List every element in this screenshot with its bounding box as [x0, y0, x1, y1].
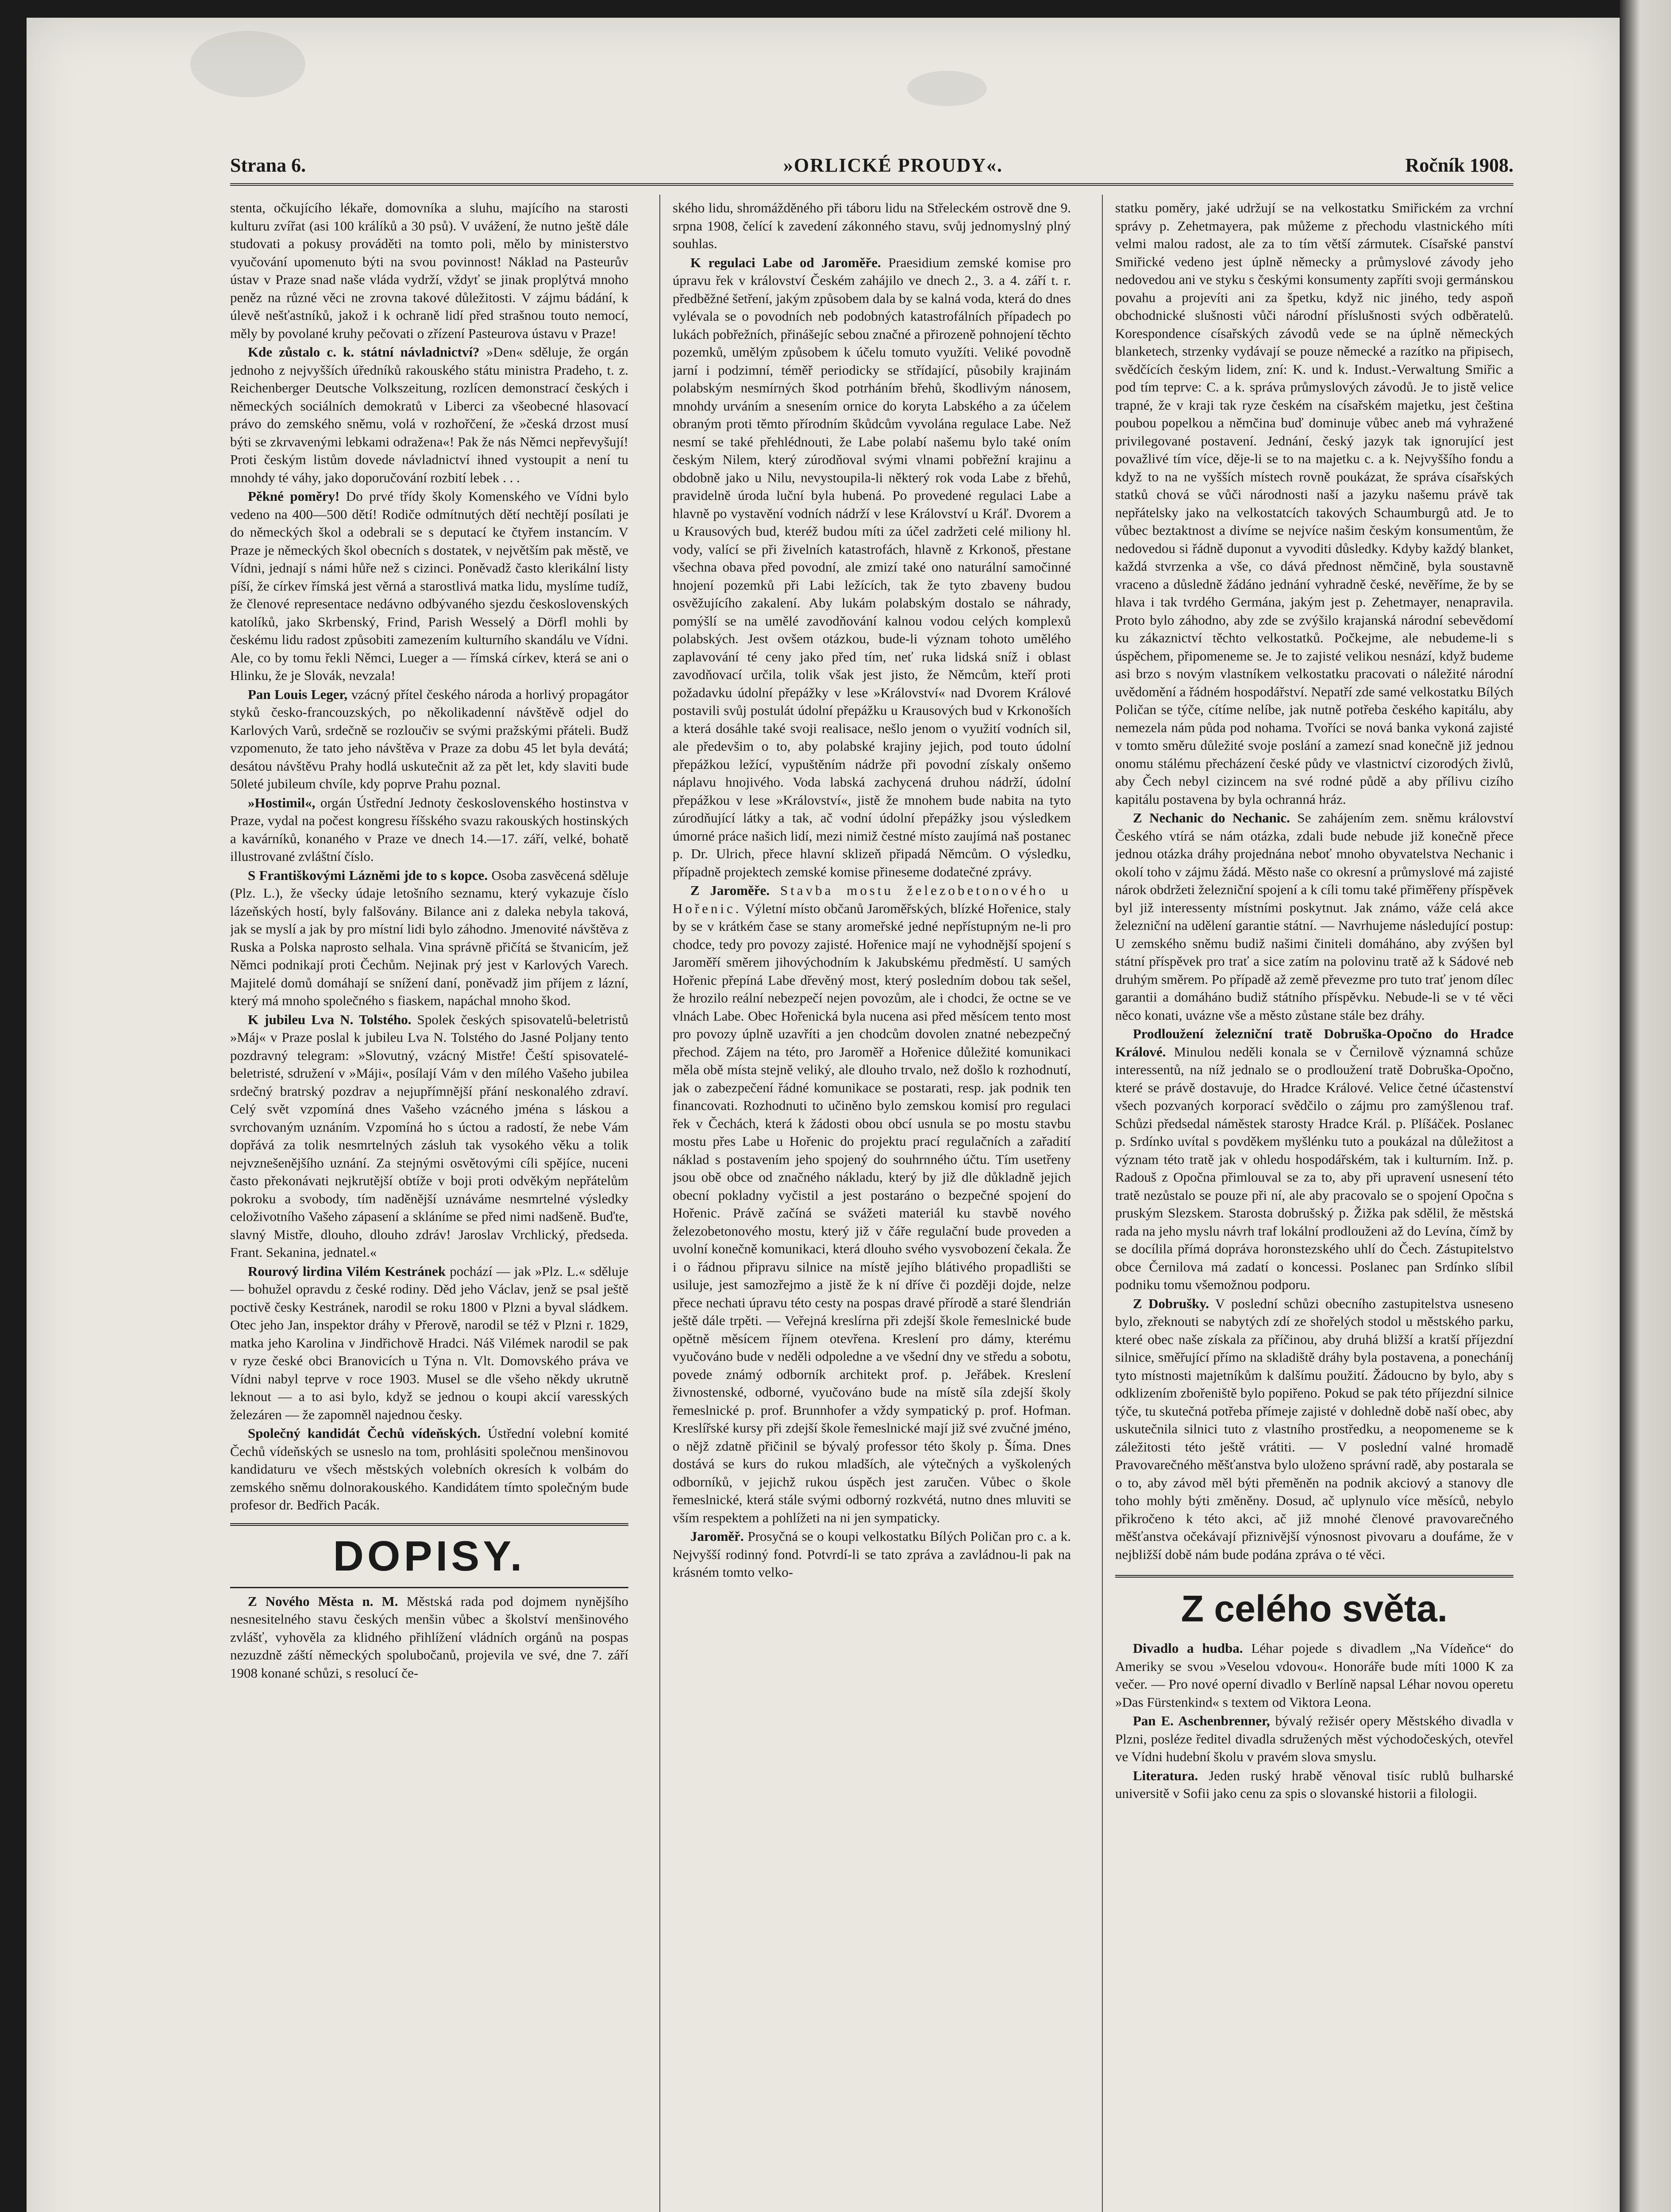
volume-year: Ročník 1908.	[1405, 154, 1513, 176]
article-heading: Prodloužení železniční tratě Dobruška-Opočno do Hradce Králové.	[1115, 1026, 1513, 1060]
article-text: bývalý režisér opery Městského divadla v Plzni, posléze ředitel divadla sdružených měst východočeských, otevřel ve Vídni hudební školu v pravém slova smyslu.	[1115, 1713, 1513, 1764]
article-heading: Literatura.	[1133, 1767, 1198, 1783]
article-text: vzácný přítel českého národa a horlivý propagátor styků česko-francouzských, po několikadenní návštěvě odjel do Karlových Varů, srdečně se rozloučiv se svými pražskými přáteli. Budž vzpomenuto, že tato jeho návštěva v Praze za dobu 45 let byla devátá; desátou návštěvu Prahy hodlá uskutečnit až za pět let, kdy slaviti bude 50leté jubileum chvíle, kdy poprve Prahu poznal.	[230, 686, 628, 791]
article	[230, 794, 628, 866]
article-heading: Z Dobrušky.	[1133, 1295, 1209, 1311]
article	[230, 867, 628, 1010]
article-text: stenta, očkujícího lékaře, domovníka a sluhu, majícího na starosti kulturu zvířat (asi 100 králíků a 30 psů). V uvážení, že nutno ještě dále studovati a pokusy prováděti na tomto poli, mělo by ministerstvo vyučování upomenuto býti na svou povinnost! Náklad na Pasteurův ústav v Praze snad naše vláda vydrží, vždyť se jinak proplýtvá mnoho peněz na různé věci ne zrovna takové důležitosti. V zájmu bádání, k úlevě nešťastníků, jakož i k ochraně lidí před strašnou touto nemocí, měly by povolané kruhy pečovati o zřízení Pasteurova ústavu v Praze!	[230, 200, 628, 341]
article	[230, 686, 628, 793]
article-text: »Den« sděluje, že orgán jednoho z nejvyšších úředníků rakouského státu ministra Pradeho, t. z. Reichenberger Deutsche Volkszeitung, rozlícen demonstrací českých i německých sociálních demokratů v Liberci za všeobecné hlasovací právo do zemského sněmu, volá v rozhořčení, že »česká drzost musí býti se zkrvavenými lebkami odražena«! Pak že nás Němci nepřevyšují! Proti českým listům dovede návladnictví ihned vystoupit a není tu mnohdy té váhy, jako doporučování rozbití lebek . . .	[230, 344, 628, 485]
article-heading: Kde zůstalo c. k. státní návladnictví?	[248, 344, 480, 360]
article-heading: Divadlo a hudba.	[1133, 1640, 1243, 1656]
column-1	[230, 199, 628, 2212]
page-number: Strana 6.	[230, 154, 306, 176]
article	[1115, 1295, 1513, 1564]
article	[230, 1425, 628, 1514]
article-heading: Rourový lirdina Vilém Kestránek	[248, 1263, 446, 1279]
article-text: Ústřední volební komité Čechů vídeňských se usneslo na tom, prohlásiti společnou menšinovou kandidaturu ve všech městských volebních okresích k volbám do zemského sněmu dolnorakouského. Kandidátem tímto společným bude profesor dr. Bedřich Pacák.	[230, 1425, 628, 1513]
article-text: Minulou neděli konala se v Černilově významná schůze interessentů, na níž jednalo se o prodloužení tratě Dobruška-Opočno, které se právě dostavuje, do Hradce Králové. Velice četné účastenství všech pozvaných korporací svědčilo o zájmu pro zamýšlenou traf. Schůzi předsedal náměstek starosty Hradce Král. p. Plíšáček. Poslanec p. Srdínko uvítal s povděkem myšlénku tuto a poukázal na důležitost a význam této tratě jak v ohledu hospodářském, tak i kulturním. Inž. p. Radouš z Opočna přimlouval se za to, aby při upravení usnesení této tratě nezůstalo se pouze při ní, ale aby pracovalo se o spojení Opočna s pruským Slezskem. Starosta dobrušský p. Žižka pak sdělil, že městská rada na jeho myslu návrh traf lokální prodlouženi až do Levína, čímž by se docílila přímá dopráva horonstezského uhlí do Čech. Zástupitelstvo obce Černilova má zadatí o koncessi. Poslanec pan Srdínko slíbil podniku tomu všemožnou podporu.	[1115, 1044, 1513, 1292]
article-text: Se zahájením zem. sněmu království Českého vtírá se nám otázka, zdali bude nebude již konečně přece jednou otázka dráhy projednána neboť mnoho obyvatelstva Nechanic i okolí toho v zájmu žádá. Město naše co okresní a průmyslové má zajisté nárok obdržeti železniční spojení a k cíli tomu také přiměřeny příspěvek byl již interessenty místními poskytnut. Jak známo, váže celá akce železniční na udělení garantie státní. — Navrhujeme následující postup: U zemského sněmu budiž našimi činiteli domáháno, aby zvýšen byl státní příspěvek pro trať a sice zatím na polovinu tratě až k Sádové neb druhým směrem. Po případě až země převezme pro tuto trať jenom dílec garantii a domáháno budiž státního příspěvku. Nebude-li se v té věci něco konati, uvázne vše a město zůstane stále bez dráhy.	[1115, 810, 1513, 1023]
article-text: Do prvé třídy školy Komenského ve Vídni bylo vedeno na 400—500 dětí! Rodiče odmítnutých dětí nechtějí posílati je do německých škol a odebrali se s deputací ke čtyřem instancím. V Praze je německých škol obecních s dostatek, v největším pak městě, ve Vídni, jednají s námi hůře než s cizinci. Poněvadž často klerikální listy píší, že církev římská jest věrná a starostlivá matka lidu, myslíme tudíž, že členové representace nedávno odbývaného sjezdu československých katolíků, jako Skrbenský, Frind, Parish Wesselý a Dörfl mohli by českému lidu radost způsobiti zamezením kulturního skandálu ve Vídni. Ale, co by tomu řekli Němci, Lueger a — římská církev, která se ani o Hlinku, že je Slovák, nevzala!	[230, 488, 628, 683]
section-heading-z-celeho-sveta: Z celého světa.	[1181, 1588, 1448, 1629]
section-heading-dopisy: DOPISY.	[333, 1532, 526, 1580]
article-text: Spolek českých spisovatelů-beletristů »Máj« v Praze poslal k jubileu Lva N. Tolstého do Jasné Poljany tento pozdravný telegram: »Slovutný, vzácný Mistře! Čeští spisovatelé-beletristé, sdružení v »Máji«, posílají Vám v den mílého Vašeho jubilea srdečný bratrský pozdrav a nejupřímnější přání neskonalého zdraví. Celý svět vzpomíná dnes Vašeho vzácného jména s láskou a svrchovaným uznáním. Vzpomíná ho s úctou a radostí, že nebe Vám dopřává za tolik nesmrtelných zásluh tak vysokého věku a tolik nejvznešenějšího uznání. Za stejnými osvětovými cíli spějíce, nuceni často překonávati nejkrutější obtíže v boji proti odvěkým nepřátelům pokroku a svobody, tím naděnější uznáváme nesmrtelné výsledky celoživotního Vašeho zápasení a skláníme se před nimi nadšeně. Buďte, slavný Mistře, dlouho, dlouho zdráv! Jaroslav Vrchlický, předseda. Frant. Sekanina, jednatel.«	[230, 1011, 628, 1260]
article	[1115, 1640, 1513, 1711]
article	[230, 1011, 628, 1262]
article	[1115, 809, 1513, 1024]
article	[1115, 1767, 1513, 1803]
article-text: Osoba zasvěcená sděluje (Plz. L.), že všecky údaje letošního seznamu, který vykazuje číslo lázeňských hostí, byly falšovány. Bilance ani z daleka nebyla taková, jak se myslí a jak by pro místní lidi bylo záhodno. Jmenovité návštěva z Ruska a Polska naprosto selhala. Vina správně přičítá se štvanicím, jež Němci podnikají proti Čechům. Nejinak prý jest v Karlových Varech. Majitelé domů domáhají se snížení daní, poněvadž jim příjem z lázní, který má mnoho společného s fiaskem, napáchal mnoho škod.	[230, 867, 628, 1008]
article-heading: Pan Louis Leger,	[248, 686, 348, 702]
article-heading: Z Nechanic do Nechanic.	[1133, 810, 1290, 826]
article	[673, 882, 1071, 1527]
article-text: Praesidium zemské komise pro úpravu řek v království Českém zahájilo ve dnech 2., 3. a 4. září t. r. předběžné šetření, jakým způsobem dala by se kalná voda, která do dnes vylévala se o povodních neb podobných katastrofálních případech po lukách pobřežních, přinášejíc sebou značné a přirozeně pohnojení těchto pozemků, umělým způsobem k účelu tomuto využíti. Veliké povodně jarní i podzimní, téměř periodicky se střídající, působily krajinám polabským nesmírných škod potrháním břehů, škodlivým nánosem, mnohdy urváním a snesením ornice do koryta Labského a za účelem obraným proti těmto přírodním škůdcům vyvolána regulace Labe. Než nesmí se také přehlédnouti, že Labe polabí našemu bylo také oním českým Nilem, který zúrodňoval svými vlnami pobřežní krajinu a obdobně jako u Nilu, nevystoupila-li některý rok voda Labe z břehů, pravidelně úroda luční byla hubená. Po provedené regulaci Labe a hlavně po vystavění vodních nádrží v lese Království u Kráľ. Dvorem a u Krausových bud, kteréž budou míti za účel zadržeti celé miliony hl. vody, valící se při živelních katastrofách, hlavně z Krkonoš, přestane všechna obava před povodní, ale zmizí také ono naturální samočinné hnojení pozemků při Labi ležících, tak že tyto zbaveny budou osvěžujícího zakalení. Aby lukám polabským dostalo se náhrady, pomýšlí se na umělé zavodňování kalnou vodou celých komplexů polabských. Jest ovšem otázkou, bude-li význam tohoto umělého zaplavování té ceny jako před tím, neť ruka lidská sníž i oblast zavodňovací určila, tolik však jest jisto, že Němcům, kteří proti požadavku údolní přepážky v lese »Království« nad Dvorem Králové postavili svůj postulát údolní přepážku u Krausových bud v Krkonoších a která dosáhle také svoji realisace, nešlo jenom o využití vodních sil, ale předevšim o to, aby polabské krajiny jejich, pod touto údolní přepážkou ležící, vypuštěním nádrže při povodní získaly onšemo náplavu hnojivého. Voda labská zachycená druhou nádrží, údolní přepážkou v lese »Království«, jistě že mnohem bude nabita na tyto zúrodňující látky a tak, ač vodní údolní přepážky jsou výsledkem úmorné práce našich lidí, mezi nimiž čestné místo zaujímá naš postanec p. Dr. Ulrich, přece hlavní sklizeň připadá Němcům. O výsledku, případně projektech zemské komise přineseme dodatečné zprávy.	[673, 254, 1071, 879]
page-header	[230, 154, 1513, 180]
article-text: Městská rada pod dojmem nynějšího nesnesitelného stavu českých menšin vůbec a školství menšinového zvlášť, vyhověla za klidného přihlížení vládních orgánů na pospas nezuzdně záští německých spolubočanů, projevila ve své, dne 7. září 1908 konané schůzi, s resolucí če-	[230, 1593, 628, 1681]
adjacent-page-edge	[1620, 0, 1671, 2212]
column-2	[673, 199, 1071, 2212]
article	[230, 1593, 628, 1682]
article-text: statku poměry, jaké udržují se na velkostatku Smiřickém za vrchní správy p. Zehetmayera, pak můžeme z přechodu vlastnického míti velmi malou radost, ale za to tím větší zármutek. Císařské panství Smiřické vedeno jest úplně německy a průmyslové závody jeho nedovedou ani ve styku s českými konsumenty zapříti svoji germánskou povahu a projevíti ani za špetku, když nic jiného, tedy aspoň obchodnické slušnosti vůči národní příslušnosti svých odběratelů. Korespondence císařských závodů vede se na úplně německých blanketech, strzenky vydávají se pouze německé a razítko na připisech, svědčících českým lidem, zní: K. und k. Indust.-Verwaltung Smiřic a pod tím teprve: C. a k. správa průmyslových závodů. Je to jistě velice trapné, že v kraji tak ryze českém na císařském majetku, jest čeština poubou popelkou a němčina buď dominuje vůbec aneb má vyhražené privilegované postavení. Jednání, český jazyk tak ignorující jest považlivé tím více, děje-li se to na majetku c. a k. Nejvyššího fondu a když to na ne vyšších místech rovně poukázat, že správa císařských statků chová se vůči národnosti naší a jazyku našemu právě tak nepřátelsky jako na velkostatcích takových Schaumburgů atd. Je to vůbec beztaktnost a divíme se nejvíce našim českým konsumentům, že nedovedou si řádně duponut a vyvoditi důsledky. Kdyby každý blanket, každá stvrzenka a vše, co dává přednost němčině, byla soustavně vraceno a důsledně žádáno jednání vyhradně české, nevěříme, že by se hlava i tak tvrdého Germána, jakým jest p. Zehetmayer, nenapravila. Proto bylo záhodno, aby zde se zvýšilo krajanská národní sebevědomí ku zákaznictví těchto velkostatků. Počkejme, ale nebudeme-li s úspěchem, připomeneme se. Je to zajisté velikou nesnází, když budeme asi brzo s novým vlastníkem velkostatku pracovati o náležité národní uvědomění a řádném hospodářství. Nepatří zde samé velkostatku Bílých Poličan se týče, cítíme nelíbe, jak nutně potřeba českého kapitálu, aby nemezela nám půda pod nohama. Tvoříci se nová banka vykoná zajisté v tomto směru důležité svoje poslání a zamezí snad konečně již jednou onomu stálému přecházení české půdy ve vlastnictví cizorodých živlů, aby Čech nebyl cizincem na své rodné půdě a aby přílivu cizího kapitálu postavena by byla ochranná hráz.	[1115, 200, 1513, 807]
stain	[907, 71, 987, 106]
article-text: Jeden ruský hrabě věnoval tisíc rublů bulharské universitě v Sofii jako cenu za spis o slovanské historii a filologii.	[1115, 1767, 1513, 1801]
column-3	[1115, 199, 1513, 2190]
header-rule	[230, 183, 1513, 188]
article-heading: »Hostimil«,	[248, 795, 316, 810]
article-heading: Pěkné poměry!	[248, 488, 340, 504]
article-text: Výletní místo občanů Jaroměřských, blízké Hořenice, staly by se v krátkém čase se stany aromeřské jedné nepřístupným ne-li pro chodce, tedy pro povozy zajisté. Hořenice mají ne vyhodnější spojení s Jaroměří směrem jihovýchodním k Jakubskému předměstí. U samých Hořenic přepíná Labe dřevěný most, který posledním dobou tak sešel, že hrozilo reální nebezpečí nejen povozům, ale i chodci, že octne se ve vlnách Labe. Obec Hořenická byla nucena asi před měsícem tento most pro povozy úplně uzavříti a jen chodcům dovolen znatné nebezpečný přechod. Zájem na této, pro Jaroměř a Hořenice důležité komunikaci měla obě místa stejně veliký, ale dlouho trvalo, než došlo k rozhodnutí, jak o zabezpečení řádné komunikace se postarati, resp. jak podnik ten financovati. Rozhodnuti to učiněno bylo zemskou komisí pro regulaci řek v Čechách, která k žádosti obou obcí usnula se po mostu stavbu mostu přes Labe u Hořenic do projektu prací regulačních a zařadití náklad s postavením jeho spojený do souhrnného účtu. Tím usetřeny jsou obě obce od značného nákladu, který by již dle důkladně jejich obecní pokladny vyčistil a jest postaráno o bezpečné spojení do Hořenic. Právě začíná se svážeti materiál ku stavbě nového železobetonového mostu, který již v čáře regulační bude proveden a uvolní konečně komunikaci, která dlouho svého vysvobození čekala. Že i o řádnou připravu silnice na místě jejího blátivého propadlišti se usiluje, jest samozřejmo a jistě že k ní dříve či později dojde, nelze přece nechati úpravu této cesty na pospas dravé přírodě a staré šlendrián ještě dále trpěti. — Veřejná kreslírna při zdejší škole řemeslnické bude opětně měsícem říjnem otevřena. Kreslení pro dámy, kterému vyučováno bude v neděli odpoledne a ve všední dny ve středu a sobotu, povede známý odborník architekt prof. p. Jeřábek. Kreslení živnostenské, odborné, vyučováno bude na místě síla zdejší školy řemeslnické p. prof. Brunnhofer a vždy sympatický p. prof. Hofman. Kreslířské kursy při zdejší škole řemeslnické mají již své zvučné jméno, o nějž zdatně přičinil se bývalý professor této školy p. Šíma. Dnes dostává se kurs do rukou mladších, ale výtečných a vyškolených odborníků, v jejichž rukou úspěch jest zaručen. Vůbec o škole řemeslnické, která stále svými odborný rozkvétá, nutno dnes mluviti se vším respektem a pohlížeti na ni jen sympaticky.	[673, 900, 1071, 1525]
article-heading: Společný kandidát Čechů vídeňských.	[248, 1425, 481, 1441]
stain	[190, 31, 305, 97]
article-heading: Z Nového Města n. M.	[248, 1593, 398, 1609]
article-text: ského lidu, shromážděného při táboru lidu na Střeleckém ostrově dne 9. srpna 1908, čelící k zavedení zákonného stavu, svůj jednomyslný plný souhlas.	[673, 200, 1071, 251]
article	[673, 1528, 1071, 1582]
article	[1115, 1025, 1513, 1294]
article-heading: Jaroměř.	[690, 1528, 744, 1544]
article	[1115, 1712, 1513, 1766]
article	[230, 488, 628, 685]
article-heading: Z Jaroměře.	[690, 883, 770, 898]
article-text: Léhar pojede s divadlem „Na Vídeňce“ do Ameriky se svou »Veselou vdovou«. Honoráře bude míti 1000 K za večer. — Pro nové operní divadlo v Berlíně napsal Léhar novou operetu »Das Fürstenkind« s textem od Viktora Leona.	[1115, 1640, 1513, 1710]
article-subheading: Stavba mostu železobetonového u Hořenic.	[673, 883, 1071, 916]
article	[230, 343, 628, 487]
column-rule	[659, 195, 660, 2212]
section-divider	[230, 1523, 628, 1588]
article	[230, 1263, 628, 1424]
article-text: Prosyčná se o koupi velkostatku Bílých Poličan pro c. a k. Nejvyšší rodinný fond. Potvrdí-li se tato zpráva a zavládnou-li pak na krásném tomto velko-	[673, 1528, 1071, 1580]
article-heading: K regulaci Labe od Jaroměře.	[690, 254, 881, 270]
article-text: pochází — jak »Plz. L.« sděluje — bohužel opravdu z české rodiny. Děd jeho Václav, jenž se psal ještě poctivě česky Kestránek, narodil se roku 1800 v Plzni a byval sládkem. Otec jeho Jan, inspektor dráhy v Přerově, narodil se též v Plzni r. 1829, matka jeho Karolina v Jindřichově Hradci. Náš Vilémek narodil se pak v ryze české obci Branovicích u Týna n. Vlt. Domovského práva ve Vídni nabyl teprve v roce 1903. Musel se dle všeho někdy ukrutně leknout — a to asi bylo, když se jednou o koupi akcií varesských železáren — že zapomněl najednou česky.	[230, 1263, 628, 1422]
article-text: V poslední schůzi obecního zastupitelstva usneseno bylo, zřeknouti se nabytých zdí ze shořelých stodol u městského parku, které obec naše získala za příčinou, aby druhá bližší a kratší příjezdní silnice, směřující přímo na skladiště dráhy byla postavena, a ponecháníj tyto místnosti majetníkům k dalšímu použití. Žádoucno by bylo, aby s odklizením zbořeniště bylo popiřeno. Pokud se pak této příjezdní silnice týče, tu skutečná potřeba přímeje zajisté v dohledně době naší obec, aby uskutečnila silnici tuto z vlastního prostředku, a neopomeneme se k záležitosti této ještě vrátiti. — V poslední valné hromadě Pravovarečného měšťanstva bylo uloženo správní radě, aby postarala se o to, aby závod měl býti přeměněn na podnik akciový a stanovy dle toho mohly býti změněny. Dosud, ač uplynulo více měsíců, nebylo přikročeno k této akci, ač již mnohé členové pravovarečného měšťanstva očekávají přiznivější výnosnost pivovaru a doufáme, že v nejbližší době nám bude podána zpráva o té věci.	[1115, 1295, 1513, 1562]
article-heading: S Františkovými Lázněmi jde to s kopce.	[248, 867, 488, 883]
article	[673, 254, 1071, 881]
section-divider	[1115, 1575, 1513, 1635]
newspaper-title: »ORLICKÉ PROUDY«.	[783, 154, 1003, 176]
article-heading: K jubileu Lva N. Tolstého.	[248, 1011, 412, 1027]
article-text: orgán Ústřední Jednoty československého hostinstva v Praze, vydal na počest kongresu říšského svazu rakouských hostinských a kavárníků, konaného v Praze ve dnech 14.—17. září, velké, bohatě illustrované zvláštní číslo.	[230, 795, 628, 864]
column-rule	[1102, 195, 1103, 2212]
article-heading: Pan E. Aschenbrenner,	[1133, 1713, 1270, 1728]
